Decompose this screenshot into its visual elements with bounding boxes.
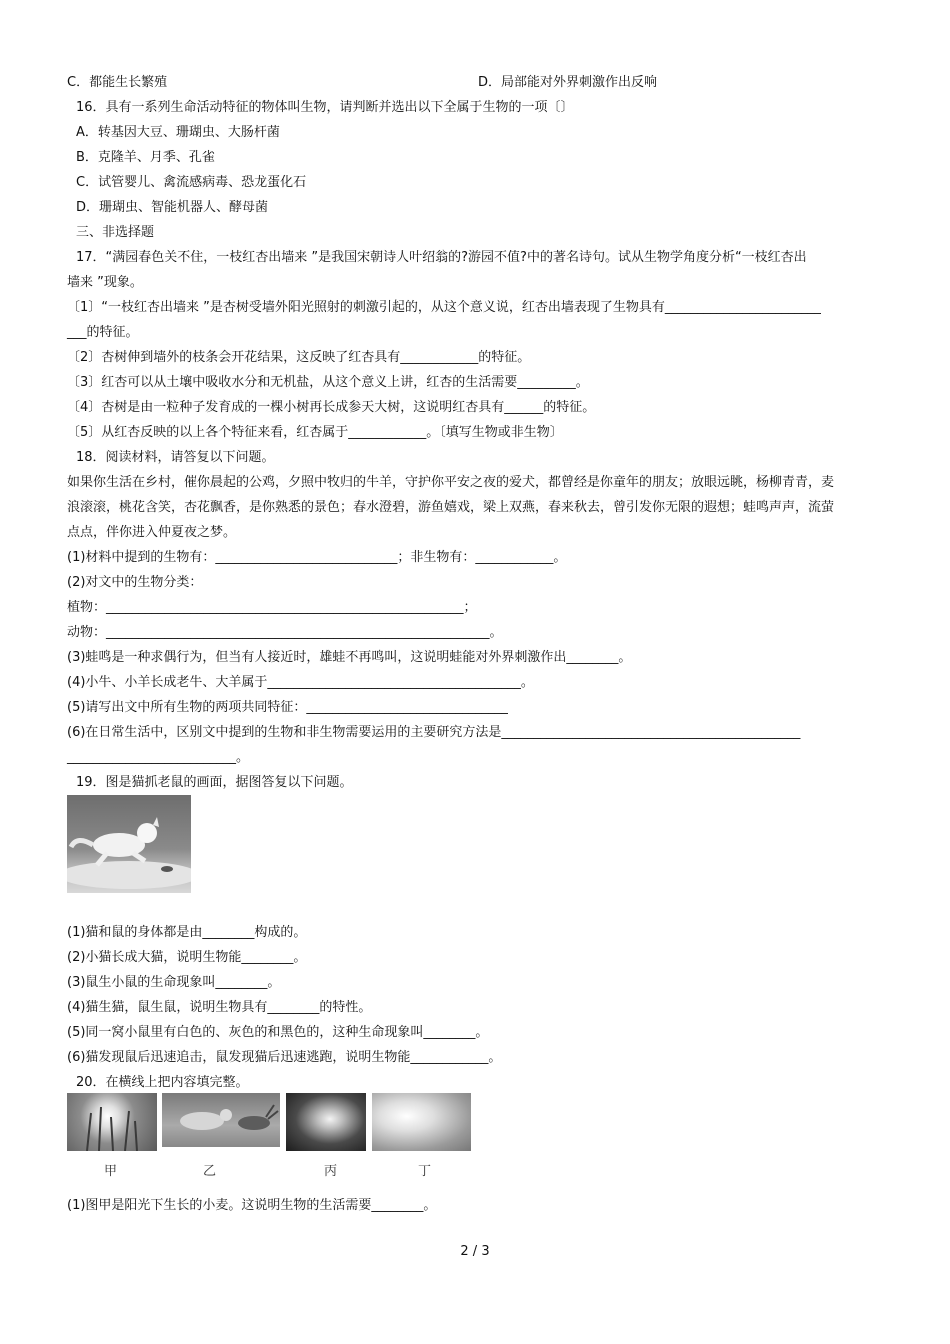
q18-part6-cont: __________________________。 — [67, 750, 250, 765]
caption-ding: 丁 — [418, 1164, 432, 1179]
photo-cheetah-hunting — [162, 1093, 280, 1147]
q18-passage-2: 浪滚滚，桃花含笑，杏花飘香，是你熟悉的景色；春水澄碧，游鱼嬉戏，梁上双燕，春来秋去，曾引发你无限的遐想；蛙鸣声声，流萤 — [67, 500, 835, 515]
caption-jia: 甲 — [104, 1164, 118, 1179]
q18-animals: 动物：___________________________________________________________。 — [67, 625, 503, 640]
q19-part2: (2)小猫长成大猫，说明生物能________。 — [67, 950, 307, 965]
q19-part6: (6)猫发现鼠后迅速追击，鼠发现猫后迅速逃跑，说明生物能____________。 — [67, 1050, 502, 1065]
q16-option-a: A．转基因大豆、珊瑚虫、大肠杆菌 — [76, 125, 280, 140]
q15-option-d: D．局部能对外界刺激作出反响 — [478, 75, 658, 90]
photo-bright-light — [372, 1093, 471, 1151]
photo-wheat-sunlight — [67, 1093, 157, 1151]
q18-part4: (4)小牛、小羊长成老牛、大羊属于_______________________________________。 — [67, 675, 534, 690]
q19-part1: (1)猫和鼠的身体都是由________构成的。 — [67, 925, 307, 940]
q17-stem-cont: 墙来 ”现象。 — [67, 275, 143, 290]
q18-passage-1: 如果你生活在乡村，催你晨起的公鸡，夕照中牧归的牛羊，守护你平安之夜的爱犬，都曾经是你童年的朋友；放眼远眺，杨柳青青，麦 — [67, 475, 835, 490]
q15-option-c: C．都能生长繁殖 — [67, 75, 168, 90]
q18-part6: (6)在日常生活中，区别文中提到的生物和非生物需要运用的主要研究方法是______________________________________________ — [67, 725, 801, 740]
q16-option-b: B．克隆羊、月季、孔雀 — [76, 150, 215, 165]
q19-part5: (5)同一窝小鼠里有白色的、灰色的和黑色的，这种生命现象叫________。 — [67, 1025, 489, 1040]
q17-part1-cont: ___的特征。 — [67, 325, 139, 340]
q20-part1: (1)图甲是阳光下生长的小麦。这说明生物的生活需要________。 — [67, 1198, 437, 1213]
page-number: 2 / 3 — [460, 1244, 490, 1259]
caption-bing: 丙 — [324, 1164, 338, 1179]
q17-stem: 17．“满园春色关不住，一枝红杏出墙来 ”是我国宋朝诗人叶绍翁的?游园不值?中的著名诗句。试从生物学角度分析“一枝红杏出 — [76, 250, 807, 265]
q18-part3: (3)蛙鸣是一种求偶行为，但当有人接近时，雄蛙不再鸣叫，这说明蛙能对外界刺激作出________。 — [67, 650, 632, 665]
q19-stem: 19．图是猫抓老鼠的画面，据图答复以下问题。 — [76, 775, 353, 790]
caption-yi: 乙 — [203, 1164, 217, 1179]
q16-option-c: C．试管婴儿、禽流感病毒、恐龙蛋化石 — [76, 175, 307, 190]
q19-part3: (3)鼠生小鼠的生命现象叫________。 — [67, 975, 281, 990]
photo-volcano-eruption — [286, 1093, 366, 1151]
section-heading: 三、非选择题 — [76, 225, 155, 240]
q19-part4: (4)猫生猫，鼠生鼠，说明生物具有________的特性。 — [67, 1000, 372, 1015]
q18-passage-3: 点点，伴你进入仲夏夜之梦。 — [67, 525, 237, 540]
q20-stem: 20．在横线上把内容填完整。 — [76, 1075, 249, 1090]
q17-part2: 〔2〕杏树伸到墙外的枝条会开花结果，这反映了红杏具有____________的特征。 — [67, 350, 531, 365]
q18-part1: (1)材料中提到的生物有：____________________________；非生物有：____________。 — [67, 550, 567, 565]
q16-option-d: D．珊瑚虫、智能机器人、酵母菌 — [76, 200, 269, 215]
q16-stem: 16．具有一系列生命活动特征的物体叫生物，请判断并选出以下全属于生物的一项〔〕 — [76, 100, 574, 115]
q18-stem: 18．阅读材料，请答复以下问题。 — [76, 450, 275, 465]
q17-part3: 〔3〕红杏可以从土壤中吸收水分和无机盐，从这个意义上讲，红杏的生活需要_________。 — [67, 375, 589, 390]
q18-part5: (5)请写出文中所有生物的两项共同特征：_______________________________ — [67, 700, 508, 715]
cat-mouse-photo — [67, 795, 191, 893]
q18-plants: 植物：_______________________________________________________； — [67, 600, 477, 615]
q18-part2: (2)对文中的生物分类： — [67, 575, 203, 590]
q17-part1: 〔1〕“一枝红杏出墙来 ”是杏树受墙外阳光照射的刺激引起的，从这个意义说，红杏出墙表现了生物具有________________________ — [67, 300, 821, 315]
q17-part4: 〔4〕杏树是由一粒种子发育成的一棵小树再长成参天大树，这说明红杏具有______的特征。 — [67, 400, 596, 415]
q17-part5: 〔5〕从红杏反映的以上各个特征来看，红杏属于____________。〔填写生物或非生物〕 — [67, 425, 563, 440]
